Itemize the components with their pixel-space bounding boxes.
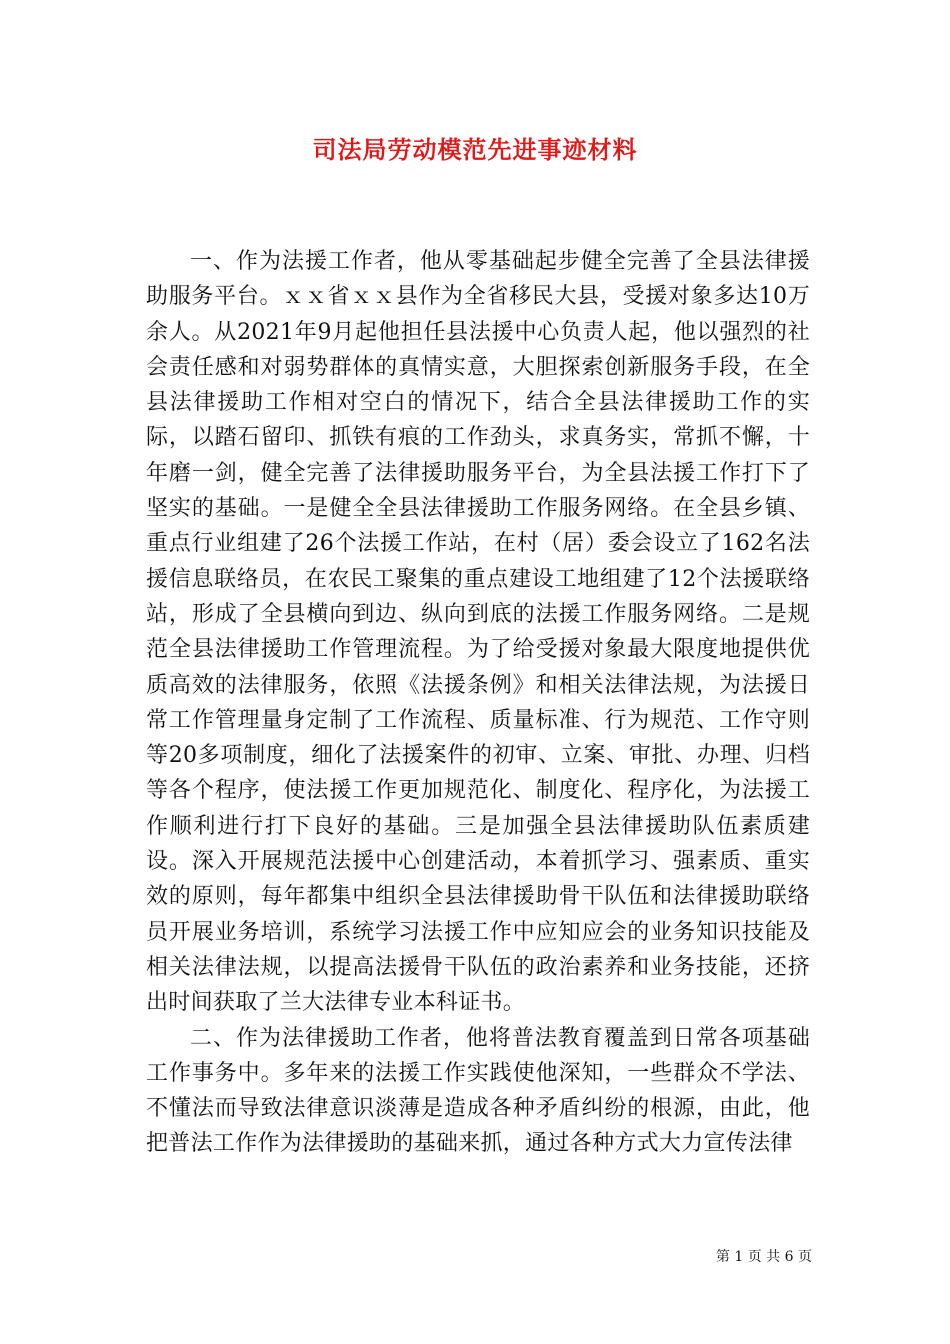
page-number: 第 1 页 共 6 页 (715, 1249, 812, 1265)
paragraph-2: 二、作为法律援助工作者，他将普法教育覆盖到日常各项基础工作事务中。多年来的法援工作实践使他深知，一些群众不学法、不懂法而导致法律意识淡薄是造成各种矛盾纠纷的根源，由此，他把普法工作作为法律援助的基础来抓，通过各种方式大力宣传法律 (146, 1025, 810, 1157)
document-title: 司法局劳动模范先进事迹材料 (312, 135, 638, 164)
document-body (146, 244, 810, 1162)
paragraph-1: 一、作为法援工作者，他从零基础起步健全完善了全县法律援助服务平台。ｘｘ省ｘｘ县作为全省移民大县，受援对象多达10万余人。从2021年9月起他担任县法援中心负责人起，他以强烈的社会责任感和对弱势群体的真情实意，大胆探索创新服务手段，在全县法律援助工作相对空白的情况下，结合全县法律援助工作的实际，以踏石留印、抓铁有痕的工作劲头，求真务实，常抓不懈，十年磨一剑，健全完善了法律援助服务平台，为全县法援工作打下了坚实的基础。一是健全全县法律援助工作服务网络。在全县乡镇、重点行业组建了26个法援工作站，在村（居）委会设立了162名法援信息联络员，在农民工聚集的重点建设工地组建了12个法援联络站，形成了全县横向到边、纵向到底的法援工作服务网络。二是规范全县法律援助工作管理流程。为了给受援对象最大限度地提供优质高效的法律服务，依照《法援条例》和相关法律法规，为法援日常工作管理量身定制了工作流程、质量标准、行为规范、工作守则等20多项制度，细化了法援案件的初审、立案、审批、办理、归档等各个程序，使法援工作更加规范化、制度化、程序化，为法援工作顺利进行打下良好的基础。三是加强全县法律援助队伍素质建设。深入开展规范法援中心创建活动，本着抓学习、强素质、重实效的原则，每年都集中组织全县法律援助骨干队伍和法律援助联络员开展业务培训，系统学习法援工作中应知应会的业务知识技能及相关法律法规，以提高法援骨干队伍的政治素养和业务技能，还挤出时间获取了兰大法律专业本科证书。 (146, 249, 810, 1016)
